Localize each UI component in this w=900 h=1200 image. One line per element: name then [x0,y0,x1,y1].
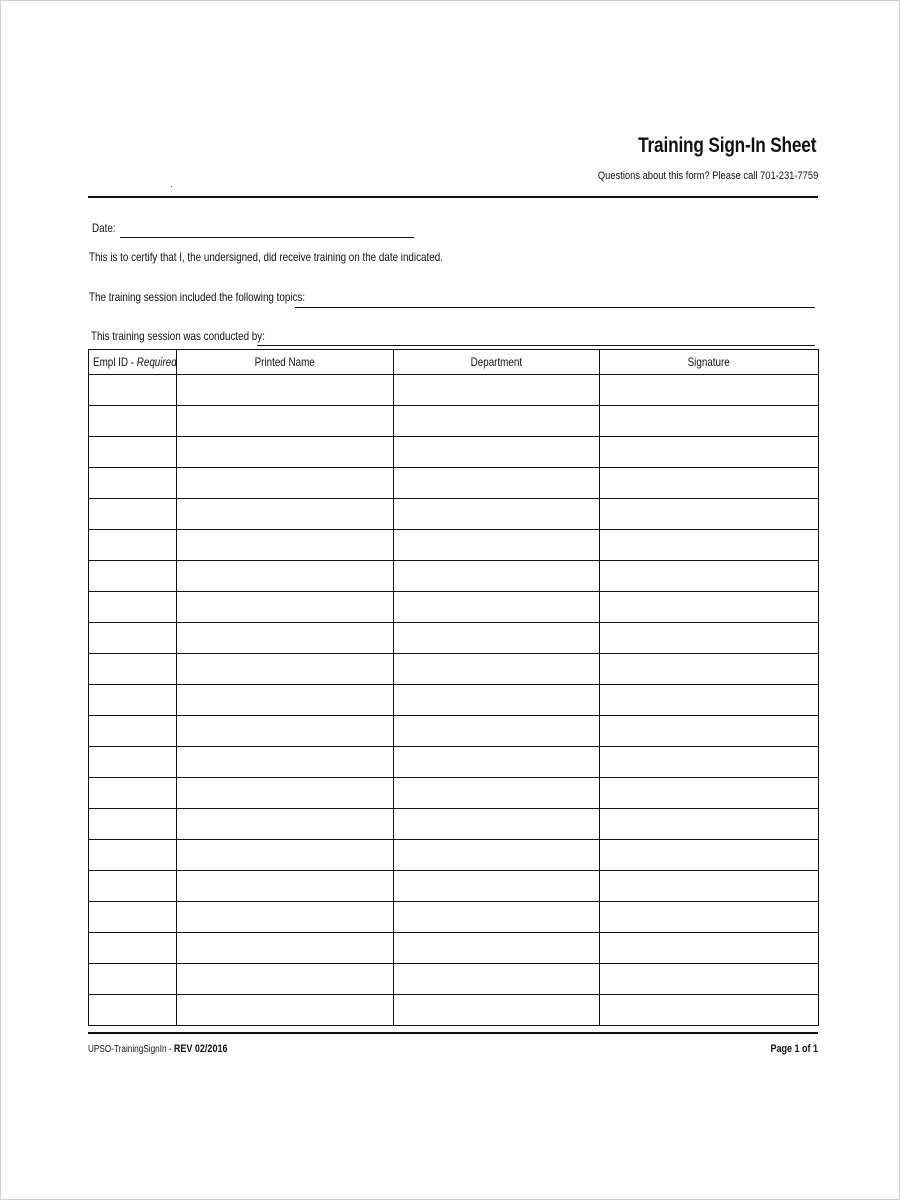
department-cell[interactable] [394,437,600,468]
printed-name-cell[interactable] [177,406,394,437]
form-revision: UPSO-TrainingSignIn - REV 02/2016 [88,1043,228,1055]
col-header-signature: Signature [600,350,819,375]
empl-id-cell[interactable] [89,964,177,995]
date-label: Date: [92,221,116,235]
table-row [89,964,819,995]
table-row [89,747,819,778]
empl-id-cell[interactable] [89,375,177,406]
table-row [89,468,819,499]
table-row [89,685,819,716]
empl-id-cell[interactable] [89,902,177,933]
signature-cell[interactable] [600,995,819,1026]
department-cell[interactable] [394,809,600,840]
empl-id-cell[interactable] [89,499,177,530]
contact-info: Questions about this form? Please call 701-231-7759 [597,170,818,182]
signature-cell[interactable] [600,499,819,530]
signature-cell[interactable] [600,561,819,592]
signature-cell[interactable] [600,685,819,716]
empl-id-cell[interactable] [89,840,177,871]
empl-id-cell[interactable] [89,406,177,437]
empl-id-cell[interactable] [89,561,177,592]
department-cell[interactable] [394,716,600,747]
table-row [89,871,819,902]
printed-name-cell[interactable] [177,437,394,468]
signature-cell[interactable] [600,654,819,685]
topics-field[interactable] [295,307,815,308]
department-cell[interactable] [394,406,600,437]
table-row [89,716,819,747]
empl-id-cell[interactable] [89,871,177,902]
department-cell[interactable] [394,747,600,778]
signature-cell[interactable] [600,871,819,902]
table-row [89,809,819,840]
department-cell[interactable] [394,623,600,654]
department-cell[interactable] [394,995,600,1026]
empl-id-cell[interactable] [89,933,177,964]
col-header-department: Department [394,350,600,375]
printed-name-cell[interactable] [177,964,394,995]
footer-divider [88,1032,818,1034]
empl-id-cell[interactable] [89,592,177,623]
printed-name-cell[interactable] [177,468,394,499]
signature-cell[interactable] [600,406,819,437]
table-row [89,406,819,437]
printed-name-cell[interactable] [177,685,394,716]
signature-cell[interactable] [600,778,819,809]
table-row [89,437,819,468]
table-row [89,499,819,530]
date-field[interactable] [120,237,414,238]
signature-cell[interactable] [600,840,819,871]
signature-cell[interactable] [600,530,819,561]
printed-name-cell[interactable] [177,716,394,747]
certify-statement: This is to certify that I, the undersigned, did receive training on the date indicated. [89,250,443,264]
department-cell[interactable] [394,933,600,964]
page-title: Training Sign-In Sheet [637,134,816,157]
header-divider [88,196,818,198]
empl-id-cell[interactable] [89,437,177,468]
signature-cell[interactable] [600,902,819,933]
department-cell[interactable] [394,561,600,592]
col-header-empl-id: Empl ID - Required [89,350,177,375]
department-cell[interactable] [394,375,600,406]
empl-id-cell[interactable] [89,685,177,716]
department-cell[interactable] [394,654,600,685]
department-cell[interactable] [394,964,600,995]
printed-name-cell[interactable] [177,933,394,964]
table-row [89,561,819,592]
printed-name-cell[interactable] [177,592,394,623]
department-cell[interactable] [394,778,600,809]
department-cell[interactable] [394,840,600,871]
department-cell[interactable] [394,902,600,933]
printed-name-cell[interactable] [177,499,394,530]
signature-cell[interactable] [600,747,819,778]
conducted-by-field[interactable] [257,345,815,346]
printed-name-cell[interactable] [177,778,394,809]
page-number: Page 1 of 1 [770,1043,818,1055]
topics-label: The training session included the following topics: [89,290,306,304]
printed-name-cell[interactable] [177,809,394,840]
signature-cell[interactable] [600,964,819,995]
signature-cell[interactable] [600,933,819,964]
department-cell[interactable] [394,499,600,530]
empl-id-cell[interactable] [89,747,177,778]
table-row [89,375,819,406]
printed-name-cell[interactable] [177,902,394,933]
table-row [89,623,819,654]
signature-cell[interactable] [600,437,819,468]
printed-name-cell[interactable] [177,871,394,902]
table-row [89,933,819,964]
table-header-row [89,350,819,375]
signature-cell[interactable] [600,809,819,840]
signature-cell[interactable] [600,716,819,747]
table-row [89,902,819,933]
printed-name-cell[interactable] [177,995,394,1026]
sign-in-table [88,349,819,1026]
printed-name-cell[interactable] [177,747,394,778]
empl-id-cell[interactable] [89,623,177,654]
signature-cell[interactable] [600,592,819,623]
table-row [89,995,819,1026]
empl-id-cell[interactable] [89,809,177,840]
empl-id-cell[interactable] [89,716,177,747]
printed-name-cell[interactable] [177,623,394,654]
department-cell[interactable] [394,871,600,902]
empl-id-cell[interactable] [89,995,177,1026]
printed-name-cell[interactable] [177,654,394,685]
empl-id-cell[interactable] [89,530,177,561]
table-row [89,840,819,871]
conducted-by-label: This training session was conducted by: [91,329,265,343]
printed-name-cell[interactable] [177,840,394,871]
signature-cell[interactable] [600,375,819,406]
empl-id-cell[interactable] [89,654,177,685]
empl-id-cell[interactable] [89,468,177,499]
printed-name-cell[interactable] [177,530,394,561]
table-row [89,592,819,623]
col-header-printed-name: Printed Name [177,350,394,375]
table-row [89,778,819,809]
department-cell[interactable] [394,685,600,716]
signature-cell[interactable] [600,468,819,499]
empl-id-cell[interactable] [89,778,177,809]
printed-name-cell[interactable] [177,375,394,406]
table-body [89,375,819,1026]
table-row [89,654,819,685]
printed-name-cell[interactable] [177,561,394,592]
department-cell[interactable] [394,592,600,623]
department-cell[interactable] [394,530,600,561]
table-row [89,530,819,561]
stray-mark [171,186,172,187]
department-cell[interactable] [394,468,600,499]
signature-cell[interactable] [600,623,819,654]
